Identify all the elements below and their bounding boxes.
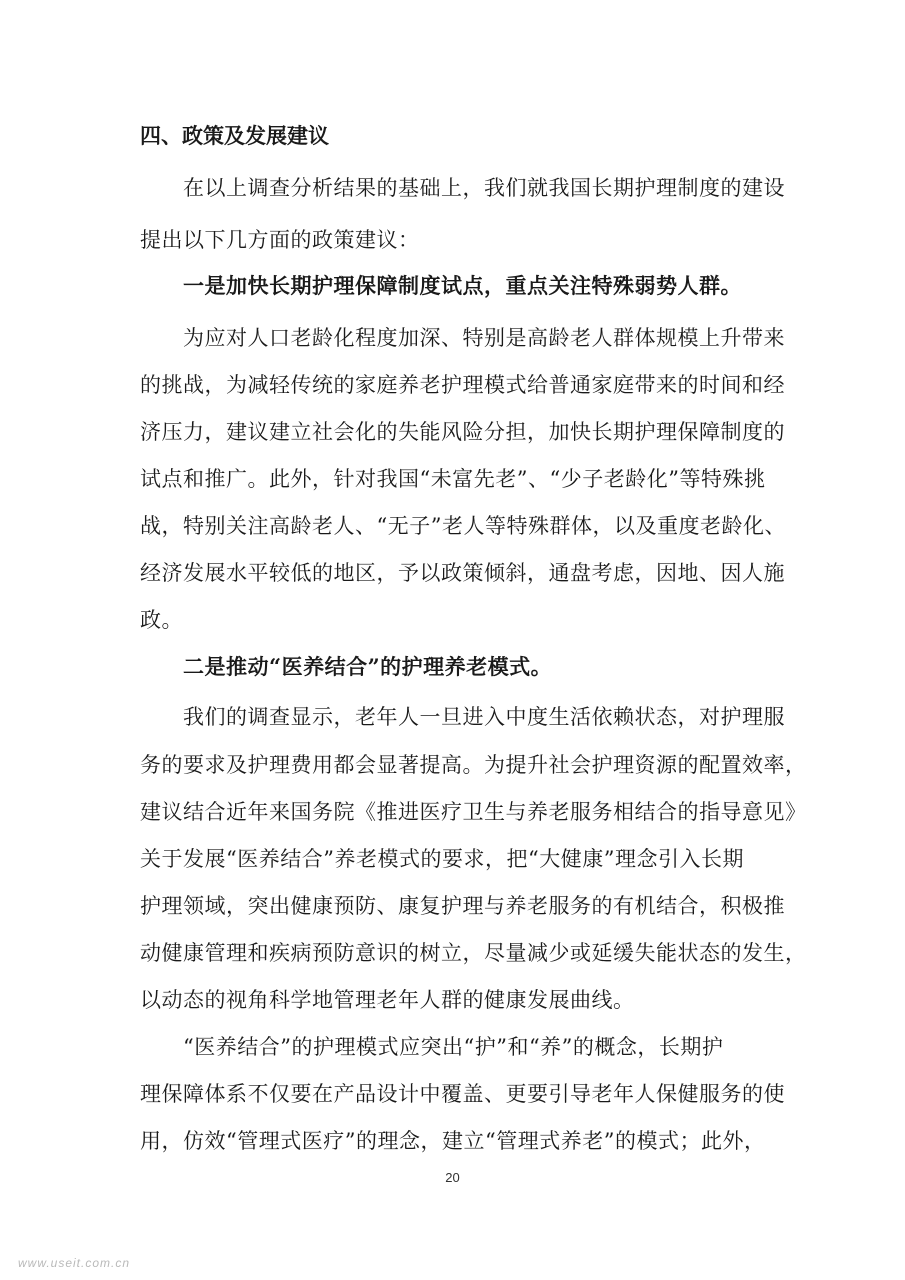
paragraph-line: “医养结合”的护理模式应突出“护”和“养”的概念，长期护: [183, 1035, 724, 1059]
paragraph-line: 护理领域，突出健康预防、康复护理与养老服务的有机结合，积极推: [140, 894, 785, 918]
paragraph-line: 我们的调查显示，老年人一旦进入中度生活依赖状态，对护理服: [183, 705, 785, 729]
paragraph-line: 为应对人口老龄化程度加深、特别是高龄老人群体规模上升带来: [183, 326, 785, 350]
paragraph-line: 经济发展水平较低的地区，予以政策倾斜，通盘考虑，因地、因人施: [140, 561, 785, 585]
paragraph-line: 以动态的视角科学地管理老年人群的健康发展曲线。: [140, 988, 635, 1012]
paragraph-line: 政。: [140, 608, 183, 632]
paragraph-line: 试点和推广。此外，针对我国“未富先老”、“少子老龄化”等特殊挑: [140, 467, 766, 491]
paragraph-line: 在以上调查分析结果的基础上，我们就我国长期护理制度的建设: [183, 176, 785, 200]
bold-subheading: 一是加快长期护理保障制度试点，重点关注特殊弱势人群。: [183, 273, 742, 298]
paragraph-line: 用，仿效“管理式医疗”的理念，建立“管理式养老”的模式；此外，: [140, 1129, 766, 1153]
watermark: www.useit.com.cn: [18, 1256, 131, 1270]
paragraph-line: 关于发展“医养结合”养老模式的要求，把“大健康”理念引入长期: [140, 847, 744, 871]
paragraph-line: 提出以下几方面的政策建议：: [140, 228, 420, 252]
page-number: 20: [445, 1170, 460, 1185]
paragraph-line: 理保障体系不仅要在产品设计中覆盖、更要引导老年人保健服务的使: [140, 1082, 785, 1106]
paragraph-line: 的挑战，为减轻传统的家庭养老护理模式给普通家庭带来的时间和经: [140, 373, 785, 397]
paragraph-line: 战，特别关注高龄老人、“无子”老人等特殊群体，以及重度老龄化、: [140, 514, 786, 538]
paragraph-line: 动健康管理和疾病预防意识的树立，尽量减少或延缓失能状态的发生，: [140, 941, 807, 965]
paragraph-line: 务的要求及护理费用都会显著提高。为提升社会护理资源的配置效率，: [140, 753, 807, 777]
bold-subheading: 二是推动“医养结合”的护理养老模式。: [183, 654, 553, 679]
paragraph-line: 济压力，建议建立社会化的失能风险分担，加快长期护理保障制度的: [140, 420, 785, 444]
paragraph-line: 建议结合近年来国务院《推进医疗卫生与养老服务相结合的指导意见》: [140, 800, 807, 824]
section-heading: 四、政策及发展建议: [140, 123, 329, 148]
